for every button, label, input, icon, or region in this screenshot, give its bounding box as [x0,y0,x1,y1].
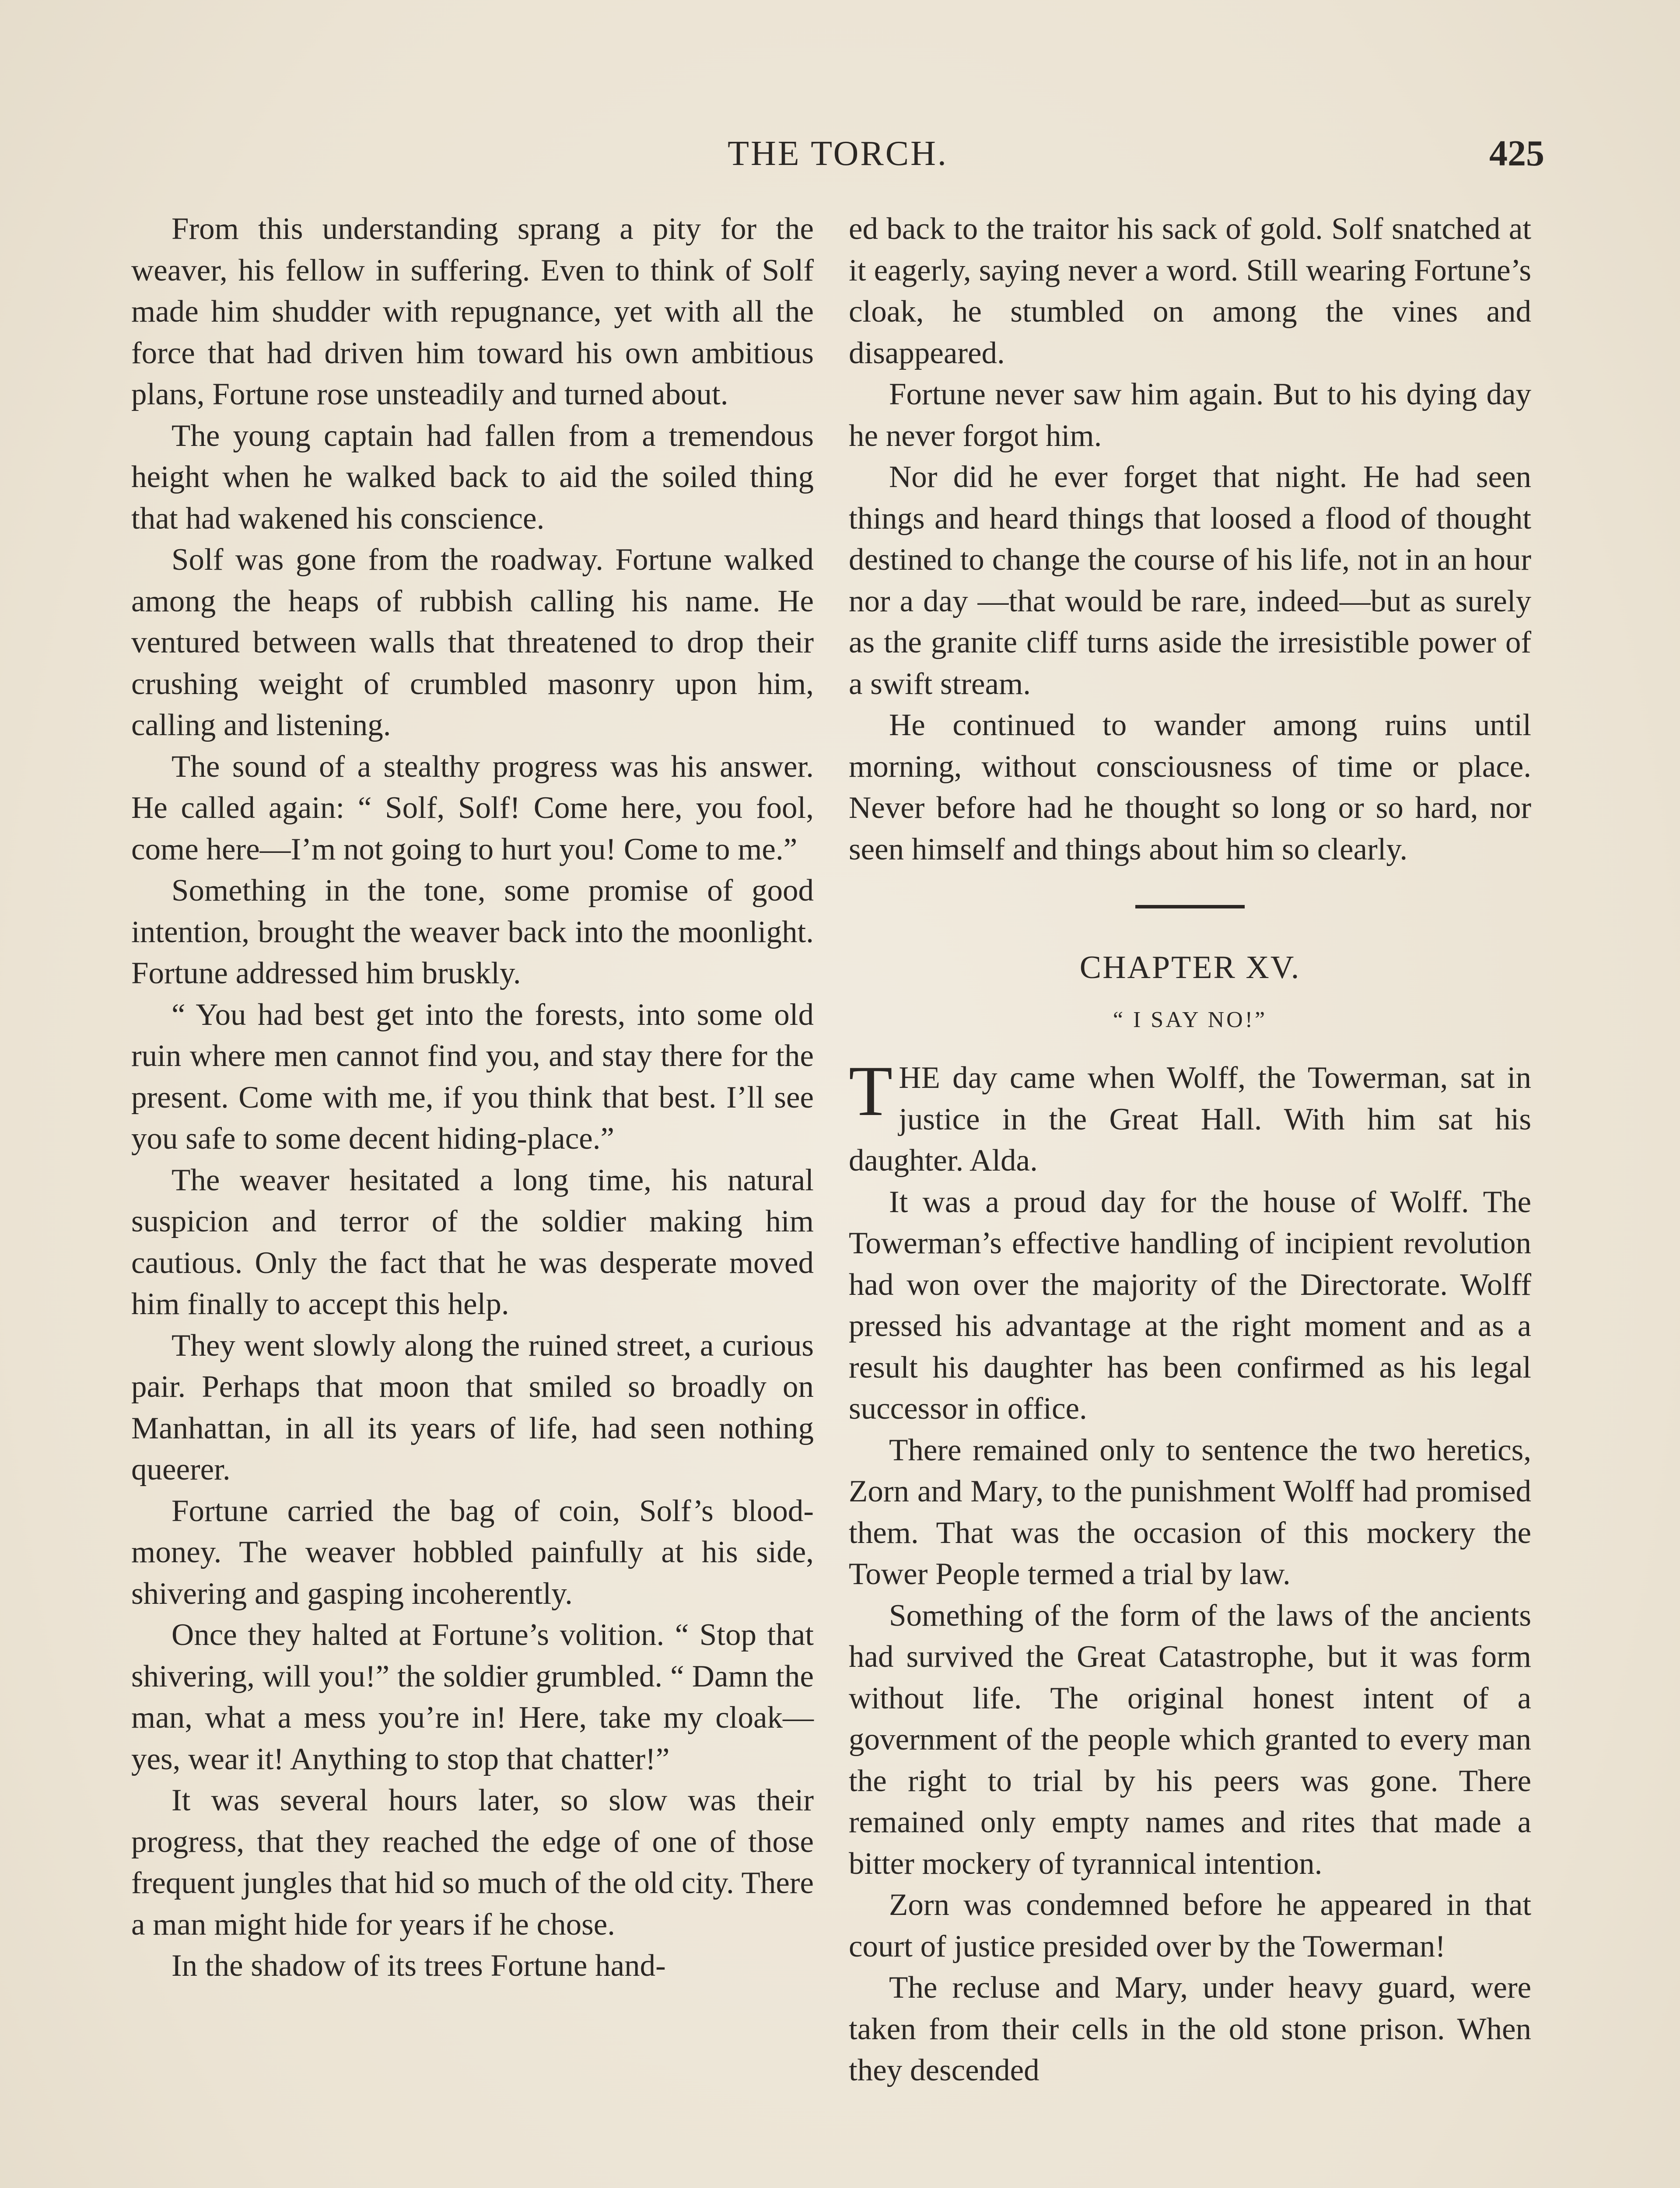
paragraph: ed back to the traitor his sack of gold. Solf snatched at it eagerly, saying never a word. Still wearing Fortune’s cloak, he stumbled on among the vines and disappeared. [849,212,1531,370]
paragraph: From this understanding sprang a pity for the weaver, his fellow in suffering. Even to think of Solf made him shudder with repugnance, yet with all the force that had driven him toward his own ambitious plans, Fortune rose unsteadily and turned about. [131,212,814,411]
paragraph: The young captain had fallen from a tremendous height when he walked back to aid the soiled thing that had wakened his conscience. [131,418,814,536]
paragraph: Something of the form of the laws of the ancients had survived the Great Catastrophe, but it was form without life. The original honest intent of a government of the people which granted to every man the right to trial by his peers was gone. There remained only empty names and rites that made a bitter mockery of tyrannical intention. [849,1598,1531,1881]
paragraph-text: HE day came when Wolff, the Towerman, sat in justice in the Great Hall. With him sat his daughter. Alda. [849,1061,1531,1178]
left-column [131,208,814,1987]
paragraph: Zorn was condemned before he appeared in that court of justice presided over by the Towerman! [849,1888,1531,1964]
page-header [131,130,1544,178]
drop-cap: T [849,1052,893,1131]
running-title: THE TORCH. [728,134,948,173]
section-divider [1135,905,1245,908]
paragraph: Solf was gone from the roadway. Fortune walked among the heaps of rubbish calling his name. He ventured between walls that threatened to drop their crushing weight of crumbled masonry upon him, calling and listening. [131,543,814,742]
paragraph: In the shadow of its trees Fortune hand- [172,1949,666,1983]
paragraph: Fortune carried the bag of coin, Solf’s blood-money. The weaver hobbled painfully at his side, shivering and gasping incoherently. [131,1494,814,1611]
paragraph: Fortune never saw him again. But to his dying day he never forgot him. [849,377,1531,453]
paragraph: Something in the tone, some promise of good intention, brought the weaver back into the moonlight. Fortune addressed him bruskly. [131,873,814,990]
paragraph: He continued to wander among ruins until morning, without consciousness of time or place. Never before had he thought so long or so hard, nor seen himself and things about him so clearly. [849,708,1531,866]
paragraph [849,1052,1531,1182]
paragraph: “ You had best get into the forests, into some old ruin where men cannot find you, and stay there for the present. Come with me, if you think that best. I’ll see you safe to some decent hiding-place.” [131,997,814,1156]
paragraph: There remained only to sentence the two heretics, Zorn and Mary, to the punishment Wolff had promised them. That was the occasion of this mockery the Tower People termed a trial by law. [849,1433,1531,1591]
paragraph: Nor did he ever forget that night. He had seen things and heard things that loosed a flood of thought destined to change the course of his life, not in an hour nor a day —that would be rare, indeed—but as surely as the granite cliff turns aside the irresistible power of a swift stream. [849,460,1531,701]
paragraph: It was several hours later, so slow was their progress, that they reached the edge of one of those frequent jungles that hid so much of the old city. There a man might hide for years if he chose. [131,1783,814,1942]
chapter-subtitle: “ I SAY NO!” [1113,1007,1267,1032]
paragraph: It was a proud day for the house of Wolff. The Towerman’s effective handling of incipient revolution had won over the majority of the Directorate. Wolff pressed his advantage at the right moment and as a result his daughter has been confirmed as his legal successor in office. [849,1185,1531,1426]
paragraph: They went slowly along the ruined street, a curious pair. Perhaps that moon that smiled so broadly on Manhattan, in all its years of life, had seen nothing queerer. [131,1328,814,1487]
paragraph: Once they halted at Fortune’s volition. “ Stop that shivering, will you!” the soldier grumbled. “ Damn the man, what a mess you’re in! Here, take my cloak—yes, wear it! Anything to stop that chatter!” [131,1618,814,1776]
right-column [849,208,1531,2091]
chapter-heading: CHAPTER XV. [1079,950,1301,985]
paragraph: The sound of a stealthy progress was his answer. He called again: “ Solf, Solf! Come here, you fool, come here—I’m not going to hurt you! Come to me.” [131,749,814,866]
page-number: 425 [1489,133,1544,174]
paragraph: The recluse and Mary, under heavy guard, were taken from their cells in the old stone prison. When they descended [849,1971,1531,2087]
paragraph: The weaver hesitated a long time, his natural suspicion and terror of the soldier making him cautious. Only the fact that he was desperate moved him finally to accept this help. [131,1163,814,1321]
